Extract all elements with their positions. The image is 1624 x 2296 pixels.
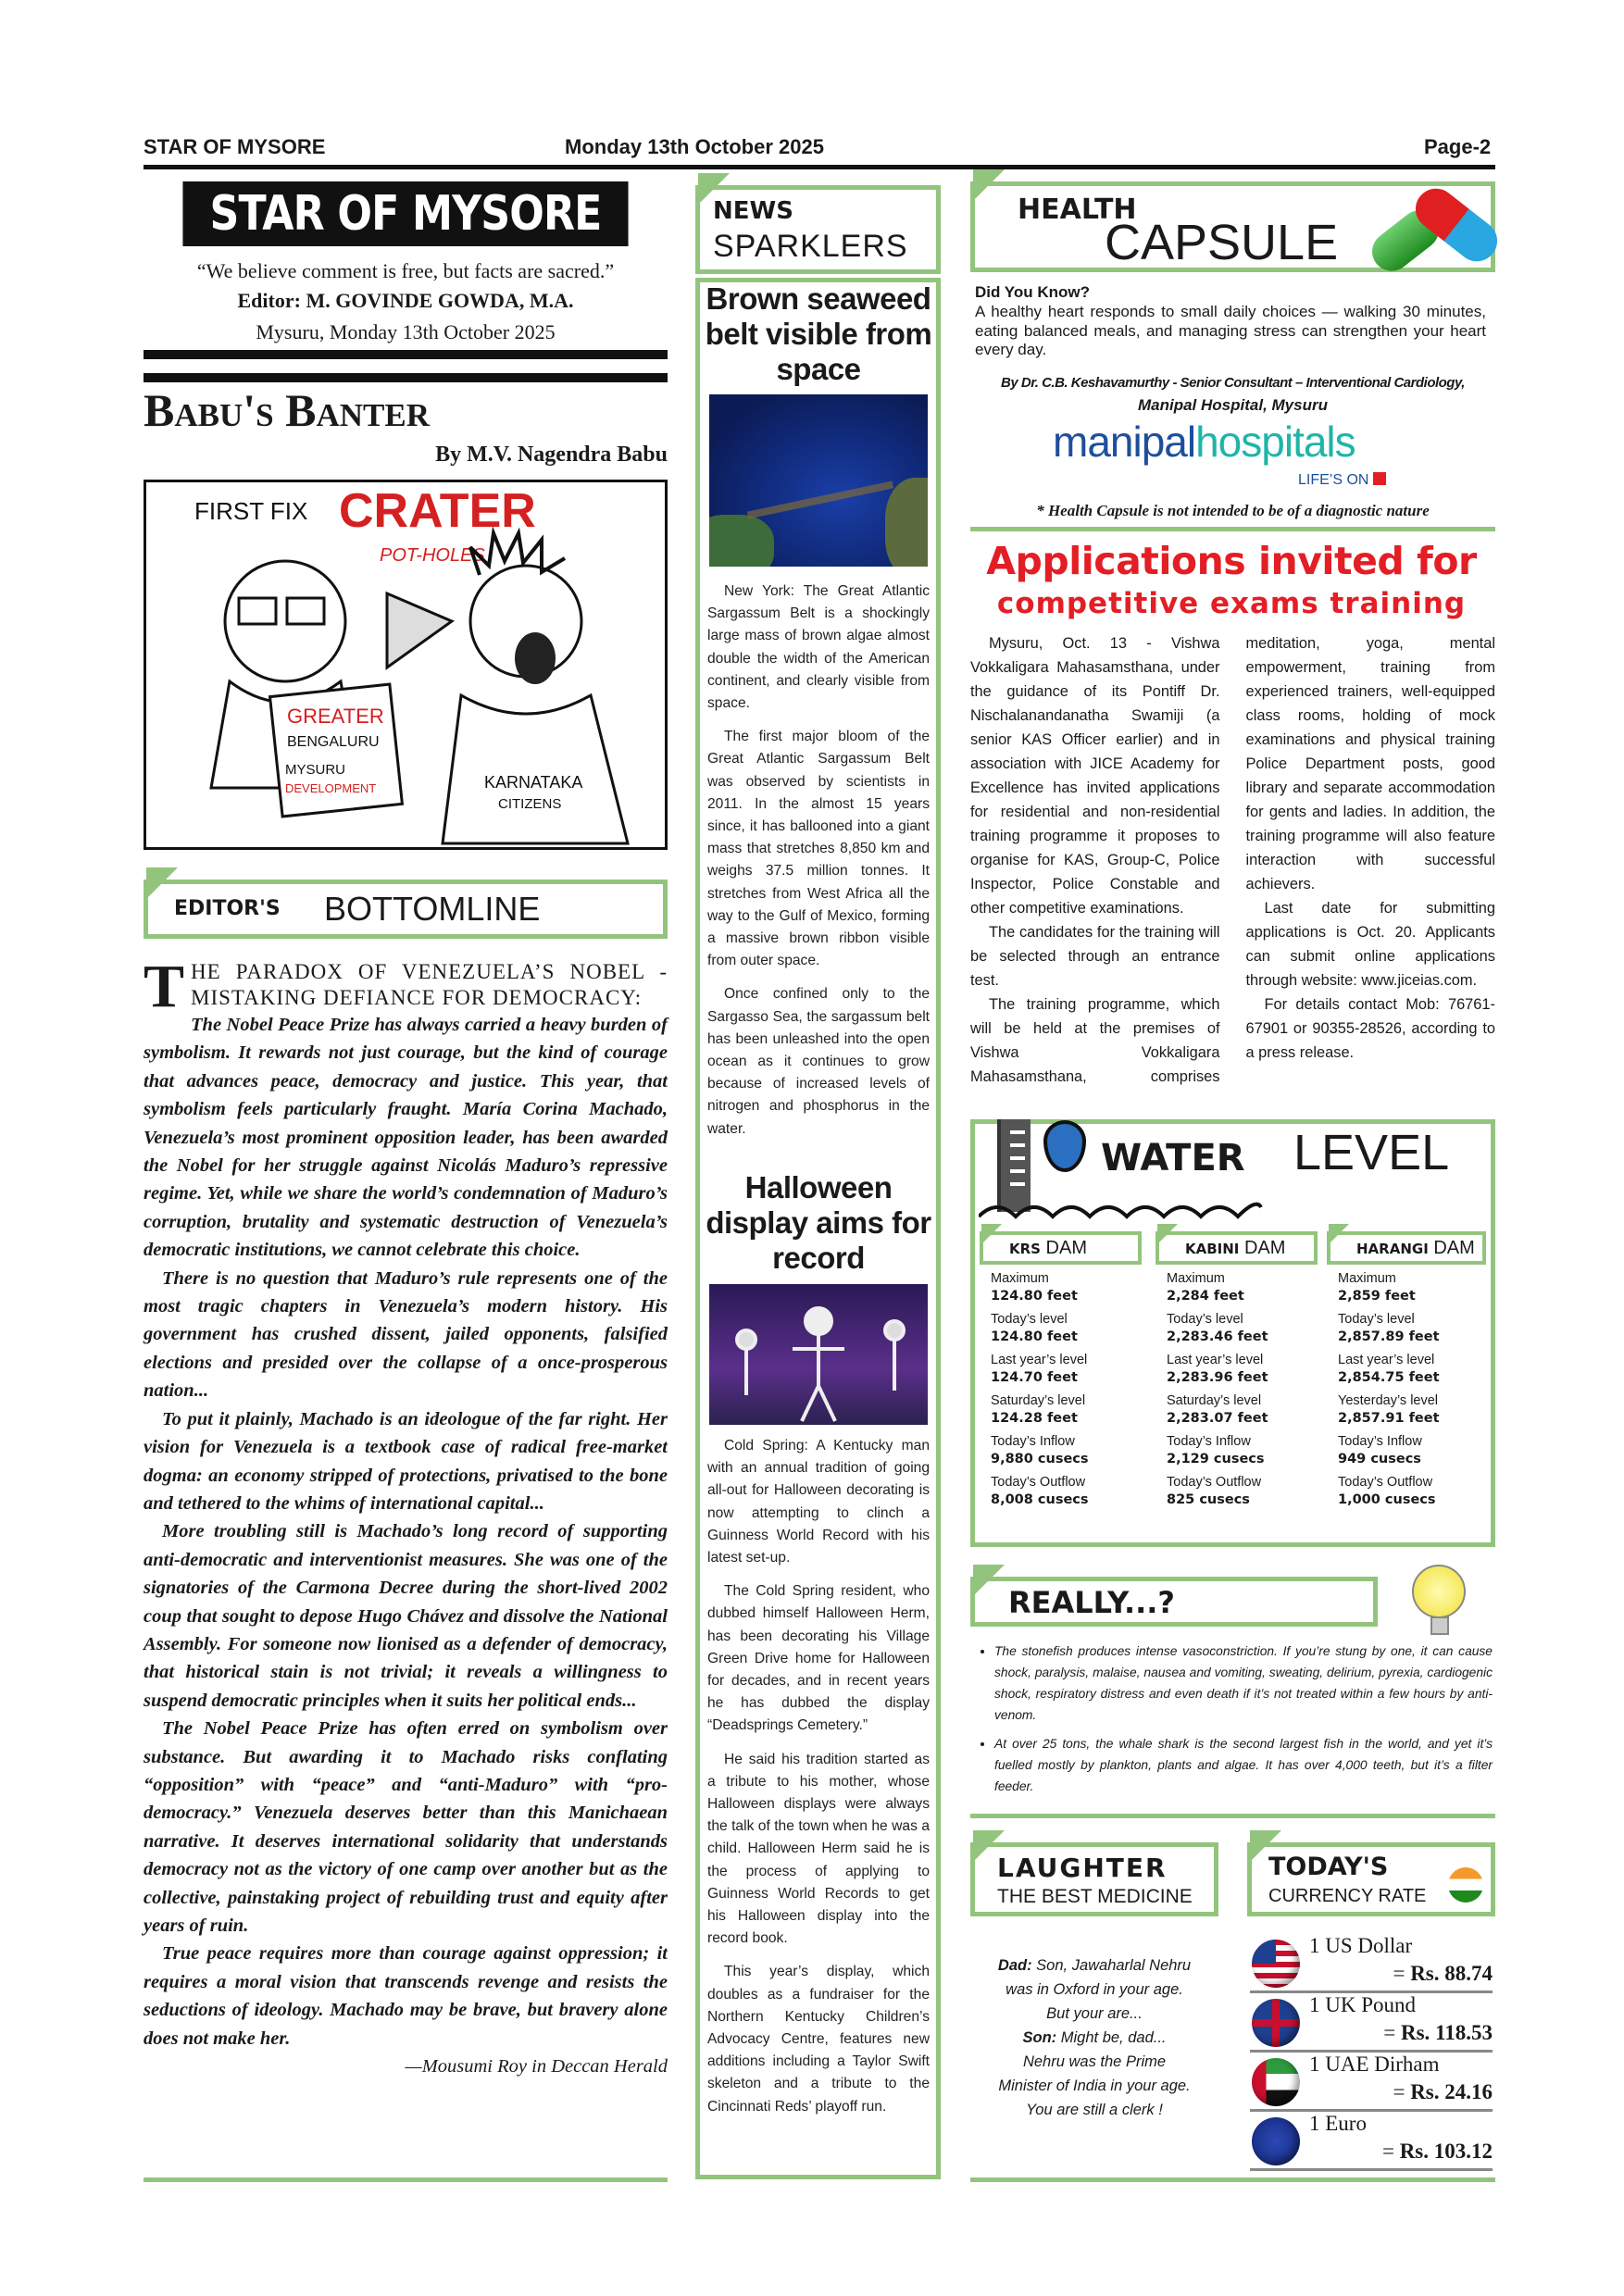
news-sparklers-header (695, 185, 941, 274)
dam-stats (1338, 1270, 1505, 1515)
dam-tab-kabini (1156, 1231, 1318, 1265)
dam-suffix: DAM (1243, 1238, 1286, 1258)
dam-name: KRS (1009, 1241, 1041, 1257)
story-paragraph: Once confined only to the Sargasso Sea, the sargassum belt has been unleashed into the open ocean as it continues to grow because of increased levels of nitrogen and phosphorus in the water. (707, 986, 930, 1137)
dam-stats (991, 1270, 1157, 1515)
section-kicker: CURRENCY RATE (1268, 1886, 1427, 1906)
story-paragraph: This year’s display, which doubles as a fundraiser for the Northern Kentucky Children’s Advocacy Centre, features new additions including a Taylor Swift skeleton and a tribute to the Cincinnati Reds’ playoff run. (707, 1964, 930, 2115)
section-kicker-bold: HEALTH (1018, 193, 1137, 226)
stat-label: Saturday’s level (1167, 1393, 1262, 1408)
skeleton-illustration (709, 1284, 928, 1425)
joke-line (974, 2074, 1215, 2098)
article-paragraph: Last date for submitting applications is Oct. 20. Applicants can submit online applications through website: www.jiceias.com. (1245, 900, 1495, 989)
joke-line (974, 1978, 1215, 2002)
fact-item: • At over 25 tons, the whale shark is the second largest fish in the world, and yet it’s fuelled mostly by plankton, plants and algae. It has over 4,000 teeth, but it’s a filter feeder. (994, 1733, 1493, 1797)
currency-name: 1 US Dollar (1309, 1934, 1413, 1957)
section-kicker-bold: LAUGHTER (997, 1853, 1168, 1883)
currency-name: 1 UAE Dirham (1309, 2053, 1440, 2076)
cartoon-caption: POT-HOLES (380, 545, 485, 566)
plus-logo-icon (1373, 472, 1386, 485)
cartoon-caption: GREATER (287, 705, 384, 728)
joke-line (974, 1953, 1215, 1978)
stat-label: Today’s Outflow (1338, 1475, 1433, 1490)
dam-tab-harangi (1327, 1231, 1486, 1265)
joke-words: But your are... (1046, 2005, 1143, 2022)
stat-value: 825 cusecs (1167, 1492, 1250, 1507)
editorial-paragraph: To put it plainly, Machado is an ideologue of the far right. Her vision for Venezuela is a textbook case of radical free-market dogma: an economy stripped of protections, privatised to the bone and tethered to the whims of international capital... (144, 1408, 668, 1514)
stat-value: 2,857.89 feet (1338, 1329, 1440, 1344)
health-hospital: Manipal Hospital, Mysuru (1138, 396, 1328, 414)
divider (970, 527, 1495, 531)
banter-title: Babu's Banter (144, 384, 430, 436)
joke-line (974, 2026, 1215, 2050)
cartoon-drawing (146, 482, 665, 847)
health-byline: By Dr. C.B. Keshavamurthy - Senior Consultant – Interventional Cardiology, (1001, 375, 1465, 391)
stat-value: 124.28 feet (991, 1411, 1078, 1426)
lightbulb-mascot-icon (1412, 1565, 1466, 1618)
currency-row (1250, 1993, 1493, 2053)
running-head-paper: STAR OF MYSORE (144, 135, 326, 158)
stat-value: 124.80 feet (991, 1329, 1078, 1344)
masthead-dateline: Mysuru, Monday 13th October 2025 (256, 320, 556, 343)
currency-value: = Rs. 118.53 (1383, 2021, 1493, 2044)
cartoon-caption: CRATER (339, 484, 536, 538)
joke-words: Son, Jawaharlal Nehru (1031, 1957, 1192, 1974)
stat-label: Today’s level (1167, 1312, 1243, 1327)
joke-words: Minister of India in your age. (998, 2078, 1191, 2094)
editors-bottomline-header (144, 880, 668, 939)
joke-line (974, 2050, 1215, 2074)
article-paragraph: For details contact Mob: 76761-67901 or 90355-28526, according to a press release. (1245, 996, 1495, 1061)
joke-words: Nehru was the Prime (1022, 2053, 1167, 2070)
speaker: Son: (1022, 2029, 1057, 2046)
stat-label: Today’s Inflow (991, 1434, 1075, 1449)
fact-item: • The stonefish produces intense vasoconstriction. If you’re stung by one, it can cause shock, paralysis, malaise, nausea and vomiting, sweating, delirium, pyrexia, cardiogenic shock, respiratory distress and even death if it’s not treated within a few hours by anti-venom. (994, 1641, 1493, 1726)
currency-value: = Rs. 24.16 (1393, 2080, 1493, 2103)
editorial-paragraph: The Nobel Peace Prize has always carried a heavy burden of symbolism. It rewards not just courage, but the kind of courage that advances peace, democracy and justice. This year, that symbolism feels particularly fraught. María Corina Machado, Venezuela’s most prominent opposition leader, has been awarded the Nobel for her struggle against Nicolás Maduro’s repressive regime. Yet, while we share the world’s condemnation of Maduro’s corruption, brutality and systematic destruction of Venezuela’s democratic institutions, we cannot celebrate this choice. (144, 1015, 668, 1261)
divider (144, 350, 668, 359)
stat-value: 2,283.46 feet (1167, 1329, 1268, 1344)
rate-value: Rs. 118.53 (1400, 2021, 1493, 2044)
stat-value: 124.80 feet (991, 1289, 1078, 1304)
story-paragraph: New York: The Great Atlantic Sargassum Belt is a shockingly large mass of brown algae almost double the width of the American continent, and clearly visible from space. (707, 583, 930, 712)
section-kicker: THE BEST MEDICINE (997, 1886, 1193, 1907)
stat-value: 2,129 cusecs (1167, 1452, 1265, 1466)
editorial-paragraph: There is no question that Maduro’s rule represents one of the most tragic chapters in Venezuela’s modern history. His government has crushed dissent, jailed opponents, falsified elections and presided over the collapse of a once-prosperous nation... (144, 1267, 668, 1402)
currency-row (1250, 1934, 1493, 1993)
stat-value: 2,283.96 feet (1167, 1370, 1268, 1385)
uae-flag-icon (1252, 2058, 1300, 2106)
currency-name: 1 UK Pound (1309, 1993, 1417, 2016)
stat-label: Today’s Outflow (991, 1475, 1086, 1490)
cartoon-caption: FIRST FIX (194, 497, 308, 525)
stat-label: Today’s level (1338, 1312, 1415, 1327)
dam-name: KABINI (1185, 1241, 1240, 1257)
stat-label: Today’s Outflow (1167, 1475, 1262, 1490)
stat-value: 2,284 feet (1167, 1289, 1244, 1304)
cartoon-caption: DEVELOPMENT (285, 781, 377, 795)
joke-words: Might be, dad... (1056, 2029, 1167, 2046)
joke-words: You are still a clerk ! (1026, 2102, 1163, 2118)
stat-value: 124.70 feet (991, 1370, 1078, 1385)
cartoon-caption: MYSURU (285, 762, 346, 778)
currency-value: = Rs. 103.12 (1381, 2140, 1493, 2163)
article-subheadline: competitive exams training (996, 587, 1467, 620)
story-paragraph: The Cold Spring resident, who dubbed himself Halloween Herm, has been decorating his Village Green Drive home for Halloween for decades, and in recent years he has dubbed the display “Deadsprings Cemetery.” (707, 1583, 930, 1734)
lightbulb-base-icon (1430, 1616, 1449, 1635)
editorial-paragraph: True peace requires more than courage against oppression; it requires a moral vision that transcends revenge and resists the seductions of ideology. Machado may be brave, but bravery alone does not make her. (144, 1943, 668, 2049)
editorial-paragraph: More troubling still is Machado’s long record of supporting anti-democratic and interventionist measures. She was one of the signatories of the Carmona Decree during the short-lived 2002 coup that sought to depose Hugo Chávez and dissolve the National Assembly. For someone now lionised as a defender of democracy, that historical stain is not trivial; it reveals a willingness to suspend democratic principles when it suits her political ends... (144, 1521, 668, 1711)
stat-value: 2,857.91 feet (1338, 1411, 1440, 1426)
joke-line (974, 2098, 1215, 2122)
satellite-image (709, 394, 928, 567)
us-flag-icon (1252, 1940, 1300, 1988)
stat-label: Maximum (1167, 1271, 1225, 1286)
stat-label: Maximum (991, 1271, 1049, 1286)
rate-value: Rs. 88.74 (1410, 1962, 1493, 1985)
story-paragraph: Cold Spring: A Kentucky man with an annual tradition of going all-out for Halloween decorating is now attempting to clinch a Guinness World Record with his latest set-up. (707, 1438, 930, 1566)
section-kicker-bold: REALLY...? (1008, 1585, 1175, 1620)
cartoon (144, 480, 668, 850)
section-kicker: CAPSULE (1105, 215, 1339, 270)
section-kicker: LEVEL (1293, 1125, 1450, 1180)
joke-words: was in Oxford in your age. (1006, 1981, 1183, 1998)
stat-label: Today’s Inflow (1338, 1434, 1422, 1449)
masthead-title: STAR OF MYSORE (182, 181, 628, 246)
rate-value: Rs. 24.16 (1410, 2080, 1493, 2103)
article-paragraph: The training programme, which will be held at the premises of Vishwa Vokkaligara Mahasamsthana, comprises meditation, yoga, mental empowerment, training from experienced trainers, well-equipped class rooms, holding of mock examinations and physical training Police Department posts, good library and separate accommodation for gents and ladies. In addition, the training programme will also feature interaction with successful achievers. (970, 635, 1495, 1085)
health-question: Did You Know? (975, 283, 1091, 301)
currency-value: = Rs. 88.74 (1393, 1962, 1493, 1985)
running-head-page: Page-2 (1424, 135, 1492, 158)
divider (970, 1814, 1495, 1818)
halloween-image (709, 1284, 928, 1425)
divider (144, 373, 668, 382)
stat-value: 9,880 cusecs (991, 1452, 1089, 1466)
stat-label: Maximum (1338, 1271, 1396, 1286)
stat-value: 8,008 cusecs (991, 1492, 1089, 1507)
waves-icon (979, 1198, 1266, 1220)
manipal-logo: manipalhospitals (1053, 418, 1355, 466)
story-body (707, 580, 930, 1152)
divider (144, 2177, 668, 2182)
stat-value: 949 cusecs (1338, 1452, 1421, 1466)
stat-label: Last year’s level (1167, 1353, 1264, 1367)
currency-row (1250, 2053, 1493, 2112)
water-drop-icon (1043, 1120, 1086, 1172)
joke-line (974, 2002, 1215, 2026)
stat-value: 2,283.07 feet (1167, 1411, 1268, 1426)
laughter-header (970, 1842, 1218, 1916)
article-body (970, 631, 1495, 1089)
section-kicker-bold: NEWS (713, 197, 793, 225)
divider (970, 2177, 1495, 2182)
eu-flag-icon (1252, 2117, 1300, 2165)
rate-value: Rs. 103.12 (1399, 2140, 1493, 2163)
article-headline: Applications invited for (986, 539, 1477, 583)
dam-tab-krs (980, 1231, 1142, 1265)
cartoon-caption: BENGALURU (287, 734, 380, 750)
dam-stats (1167, 1270, 1333, 1515)
masthead-motto: “We believe comment is free, but facts are sacred.” (196, 259, 615, 282)
currency-name: 1 Euro (1309, 2112, 1367, 2135)
health-disclaimer: * Health Capsule is not intended to be of a diagnostic nature (1036, 502, 1430, 519)
section-kicker-bold: TODAY'S (1268, 1853, 1389, 1881)
running-head-date: Monday 13th October 2025 (565, 135, 824, 158)
health-capsule-header (970, 181, 1495, 272)
editorial-headline: HE PARADOX OF VENEZUELA’S NOBEL - MISTAKING DEFIANCE FOR DEMOCRACY: (191, 960, 668, 1009)
currency-row (1250, 2112, 1493, 2171)
section-kicker-bold: WATER (1101, 1137, 1245, 1179)
editorial-paragraph: The Nobel Peace Prize has often erred on symbolism over substance. But awarding it to Machado risks conflating “opposition” with “peace” and “anti-Maduro” with “pro-democracy.” Venezuela deserves better than this Manichaean narrative. It deserves international solidarity that understands democracy not as the victory of one camp over another but as the collective, painstaking project of rebuilding trust and equity after years of ruin. (144, 1718, 668, 1936)
really-header (970, 1577, 1378, 1627)
masthead-editor: Editor: M. GOVINDE GOWDA, M.A. (237, 289, 574, 312)
currency-header (1247, 1842, 1495, 1916)
stat-value: 2,859 feet (1338, 1289, 1416, 1304)
stat-label: Last year’s level (1338, 1353, 1435, 1367)
really-list (974, 1641, 1493, 1804)
stat-value: 2,854.75 feet (1338, 1370, 1440, 1385)
story-paragraph: He said his tradition started as a tribute to his mother, whose Halloween displays were always the talk of the town when he was a child. Halloween Herm said he is the process of applying to Guinness World Records to get his Halloween display into the record book. (707, 1751, 930, 1947)
stat-label: Last year’s level (991, 1353, 1088, 1367)
section-kicker-bold: EDITOR'S (174, 897, 281, 920)
section-kicker: BOTTOMLINE (324, 890, 541, 928)
india-flag-icon (1448, 1867, 1483, 1903)
story-body (707, 1435, 930, 2129)
editorial-lead (144, 953, 668, 1020)
speaker: Dad: (997, 1957, 1032, 1974)
stat-label: Today’s Inflow (1167, 1434, 1251, 1449)
section-kicker: SPARKLERS (713, 229, 908, 264)
dam-suffix: DAM (1045, 1238, 1087, 1258)
dam-suffix: DAM (1433, 1238, 1475, 1258)
joke-text (974, 1953, 1215, 2122)
story-paragraph: The first major bloom of the Great Atlantic Sargassum Belt was observed by scientists in 2011. In the almost 15 years since, it has ballooned into a giant mass that stretches 8,850 km and weighs 37.5 million tonnes. It stretches from West Africa all the way to the Gulf of Mexico, forming a massive brown ribbon visible from outer space. (707, 729, 930, 969)
story-headline: Brown seaweed belt visible from space (705, 281, 932, 386)
header-rule (144, 165, 1495, 169)
uk-flag-icon (1252, 1999, 1300, 2047)
cartoon-caption: KARNATAKA (484, 773, 583, 792)
health-tip: A healthy heart responds to small daily choices — walking 30 minutes, eating balanced meals, and managing stress can strengthen your heart every day. (975, 303, 1486, 358)
stat-label: Saturday’s level (991, 1393, 1086, 1408)
cartoon-caption: CITIZENS (498, 796, 562, 812)
article-paragraph: The candidates for the training will be selected through an entrance test. (970, 924, 1220, 989)
editorial-body (144, 953, 668, 2080)
stat-value: 1,000 cusecs (1338, 1492, 1436, 1507)
manipal-tagline: LIFE’S ON (1298, 472, 1386, 489)
banter-byline: By M.V. Nagendra Babu (435, 443, 668, 467)
editorial-credit: —Mousumi Roy in Deccan Herald (405, 2056, 668, 2078)
stat-label: Yesterday’s level (1338, 1393, 1439, 1408)
dam-name: HARANGI (1356, 1241, 1429, 1257)
story-headline: Halloween display aims for record (706, 1170, 931, 1275)
article-paragraph: Mysuru, Oct. 13 - Vishwa Vokkaligara Mahasamsthana, under the guidance of its Pontiff Dr. Nischalanandanatha Swamiji (a senior KAS Officer earlier) and in association with JICE Academy for Excellence has invited applications for residential and non-residential training programme it proposes to organise for KAS, Group-C, Police Inspector, Police Constable and other competitive examinations. (970, 635, 1220, 917)
drop-cap: T (144, 953, 186, 1020)
stat-label: Today’s level (991, 1312, 1068, 1327)
